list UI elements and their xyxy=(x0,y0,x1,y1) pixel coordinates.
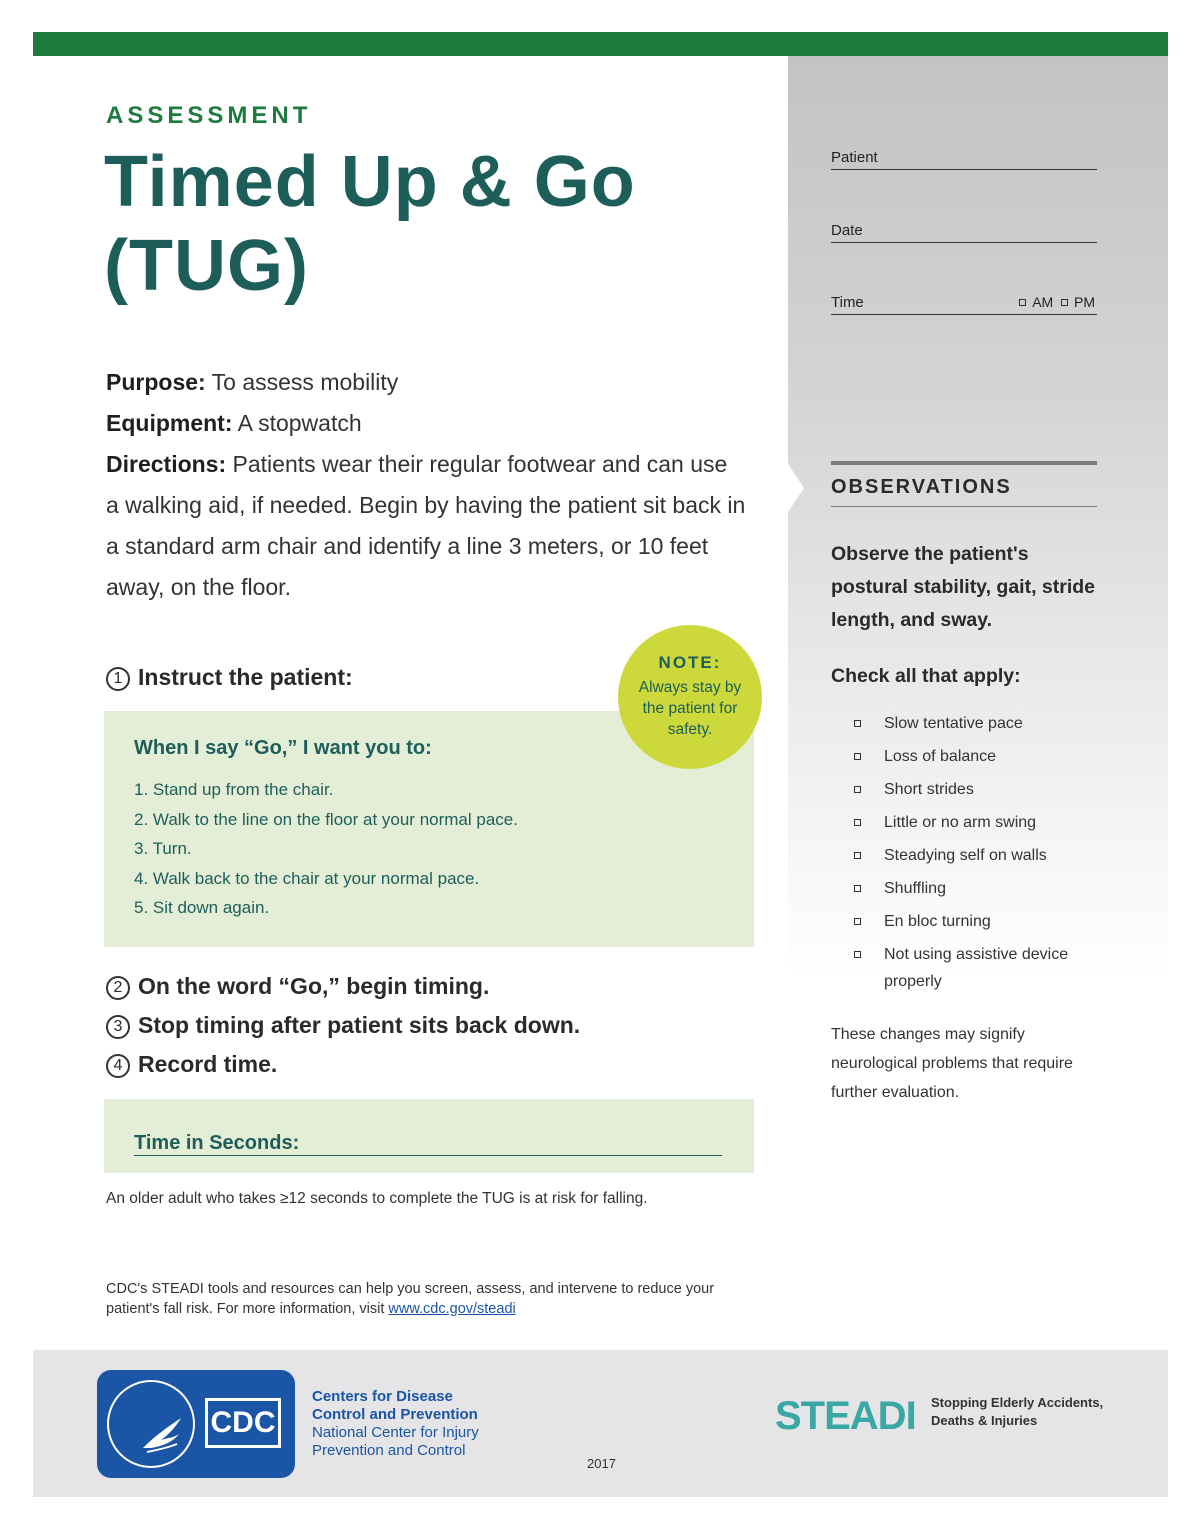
page-title: Timed Up & Go (TUG) xyxy=(104,142,636,306)
note-badge xyxy=(618,625,762,769)
time-in-seconds-label: Time in Seconds: xyxy=(134,1132,300,1154)
cdc-wordmark: CDC xyxy=(205,1398,281,1448)
instructions-heading: When I say “Go,” I want you to: xyxy=(134,737,432,759)
step-number: 1 xyxy=(106,667,130,691)
cdc-line-3: National Center for Injury xyxy=(312,1424,479,1441)
step-4 xyxy=(106,1045,580,1084)
step-list xyxy=(106,967,580,1084)
step-2 xyxy=(106,967,580,1006)
observation-checkbox[interactable] xyxy=(854,720,861,727)
cdc-note xyxy=(106,1279,746,1319)
observation-checkbox[interactable] xyxy=(854,819,861,826)
directions-text: Patients wear their regular footwear and can use a walking aid, if needed. Begin by having the patient sit back in a standard arm chair and identify a line 3 meters, or 10 feet away, on the floor. xyxy=(106,451,746,600)
step-number: 4 xyxy=(106,1054,130,1078)
instruction-item: 3. Turn. xyxy=(134,839,192,858)
instruction-item: 5. Sit down again. xyxy=(134,898,270,917)
steadi-tagline xyxy=(931,1394,1103,1430)
section-kicker: ASSESSMENT xyxy=(106,102,312,129)
cdc-logo xyxy=(97,1370,295,1478)
step-text: Stop timing after patient sits back down. xyxy=(138,1012,581,1038)
observation-item xyxy=(854,776,1114,803)
date-label: Date xyxy=(831,222,863,239)
steadi-tag-line-2: Deaths & Injuries xyxy=(931,1413,1038,1428)
instruction-item: 2. Walk to the line on the floor at your normal pace. xyxy=(134,809,518,829)
observation-label: Loss of balance xyxy=(884,748,997,765)
observation-label: Slow tentative pace xyxy=(884,715,1023,732)
time-box xyxy=(104,1099,754,1173)
step-text: On the word “Go,” begin timing. xyxy=(138,973,490,999)
observation-label: Little or no arm swing xyxy=(884,814,1037,831)
observation-item xyxy=(854,875,1114,902)
equipment-text: A stopwatch xyxy=(237,410,362,436)
observations-checklist xyxy=(854,710,1114,1001)
directions-label: Directions: xyxy=(106,451,227,477)
publication-year: 2017 xyxy=(587,1456,616,1471)
patient-field[interactable] xyxy=(831,149,1097,170)
cdc-note-text: CDC's STEADI tools and resources can help you screen, assess, and intervene to reduce your patient's fall risk. For more information, visit xyxy=(106,1281,715,1317)
cdc-line-1: Centers for Disease xyxy=(312,1388,453,1405)
observation-label: Steadying self on walls xyxy=(884,847,1047,864)
observations-footer: These changes may signify neurological problems that require further evaluation. xyxy=(831,1026,1073,1101)
am-checkbox[interactable] xyxy=(1019,299,1026,306)
step-text: Record time. xyxy=(138,1051,278,1077)
observations-divider xyxy=(831,461,1097,465)
observations-lead: Observe the patient's postural stability, gait, stride length, and sway. xyxy=(831,543,1096,631)
instructions-list xyxy=(134,775,518,923)
am-label: AM xyxy=(1032,294,1054,310)
hhs-seal-icon xyxy=(107,1380,195,1468)
step-text: Instruct the patient: xyxy=(138,664,353,690)
check-all-label: Check all that apply: xyxy=(831,665,1021,687)
purpose-text: To assess mobility xyxy=(211,369,399,395)
intro-block xyxy=(106,362,746,608)
time-in-seconds-field[interactable] xyxy=(134,1155,722,1156)
observations-title: OBSERVATIONS xyxy=(831,476,1012,498)
observation-checkbox[interactable] xyxy=(854,918,861,925)
observation-item xyxy=(854,809,1114,836)
purpose-label: Purpose: xyxy=(106,369,206,395)
patient-label: Patient xyxy=(831,149,878,166)
observation-label: Short strides xyxy=(884,781,974,798)
note-text: Always stay by the patient for safety. xyxy=(638,679,742,738)
cdc-line-4: Prevention and Control xyxy=(312,1442,466,1459)
observation-item xyxy=(854,908,1114,935)
observation-checkbox[interactable] xyxy=(854,852,861,859)
observation-checkbox[interactable] xyxy=(854,951,861,958)
steadi-logo: STEADI xyxy=(775,1394,916,1438)
cdc-org-name xyxy=(312,1388,479,1460)
step-3 xyxy=(106,1006,580,1045)
observation-label: Not using assistive device properly xyxy=(884,946,1069,990)
am-pm-options xyxy=(1019,294,1095,310)
instruction-item: 4. Walk back to the chair at your normal pace. xyxy=(134,868,480,888)
observation-label: En bloc turning xyxy=(884,913,991,930)
sidebar-notch xyxy=(788,464,804,512)
top-accent-bar xyxy=(33,32,1168,56)
eagle-icon xyxy=(137,1408,189,1460)
step-number: 2 xyxy=(106,976,130,1000)
steadi-tag-line-1: Stopping Elderly Accidents, xyxy=(931,1395,1104,1410)
observation-label: Shuffling xyxy=(884,880,946,897)
time-label: Time xyxy=(831,294,864,311)
observation-item xyxy=(854,743,1114,770)
observation-checkbox[interactable] xyxy=(854,885,861,892)
cdc-line-2: Control and Prevention xyxy=(312,1406,478,1423)
note-title: NOTE: xyxy=(658,653,722,672)
risk-note: An older adult who takes ≥12 seconds to complete the TUG is at risk for falling. xyxy=(106,1190,648,1207)
pm-checkbox[interactable] xyxy=(1061,299,1068,306)
page-footer xyxy=(33,1350,1168,1497)
observation-item xyxy=(854,710,1114,737)
steadi-link[interactable]: www.cdc.gov/steadi xyxy=(388,1301,516,1317)
observation-item xyxy=(854,941,1114,995)
pm-label: PM xyxy=(1074,294,1095,310)
observation-checkbox[interactable] xyxy=(854,753,861,760)
instruction-item: 1. Stand up from the chair. xyxy=(134,780,334,799)
observation-item xyxy=(854,842,1114,869)
step-1 xyxy=(106,664,353,691)
date-field[interactable] xyxy=(831,222,1097,243)
step-number: 3 xyxy=(106,1015,130,1039)
equipment-label: Equipment: xyxy=(106,410,233,436)
observations-divider xyxy=(831,506,1097,507)
time-field[interactable] xyxy=(831,294,1097,315)
observation-checkbox[interactable] xyxy=(854,786,861,793)
